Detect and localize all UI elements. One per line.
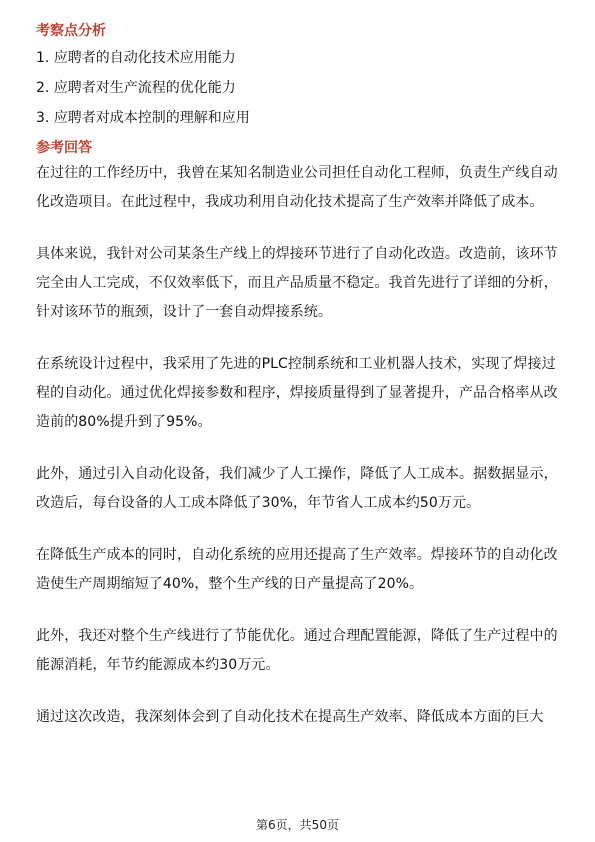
answer-paragraph: 此外，通过引入自动化设备，我们减少了人工操作，降低了人工成本。据数据显示，改造后，每台设备的人工成本降低了30%，年节省人工成本约50万元。 — [36, 466, 558, 511]
document-page — [36, 20, 564, 755]
answer-paragraph: 在过往的工作经历中，我曾在某知名制造业公司担任自动化工程师，负责生产线自动化改造项目。在此过程中，我成功利用自动化技术提高了生产效率并降低了成本。 — [36, 165, 558, 210]
answer-paragraph: 通过这次改造，我深刻体会到了自动化技术在提高生产效率、降低成本方面的巨大 — [36, 709, 544, 725]
page-number: 第6页，共50页 — [256, 818, 339, 832]
answer-paragraph: 在系统设计过程中，我采用了先进的PLC控制系统和工业机器人技术，实现了焊接过程的自动化。通过优化焊接参数和程序，焊接质量得到了显著提升，产品合格率从改造前的80%提升到了95%。 — [36, 356, 558, 430]
answer-paragraph: 此外，我还对整个生产线进行了节能优化。通过合理配置能源，降低了生产过程中的能源消耗，年节约能源成本约30万元。 — [36, 628, 558, 673]
analysis-point: 2. 应聘者对生产流程的优化能力 — [36, 80, 236, 96]
answer-paragraph: 具体来说，我针对公司某条生产线上的焊接环节进行了自动化改造。改造前，该环节完全由人工完成，不仅效率低下，而且产品质量不稳定。我首先进行了详细的分析，针对该环节的瓶颈，设计了一套自动焊接系统。 — [36, 246, 558, 320]
analysis-point: 1. 应聘者的自动化技术应用能力 — [36, 50, 236, 66]
answer-heading: 参考回答 — [36, 140, 92, 156]
analysis-point: 3. 应聘者对成本控制的理解和应用 — [36, 110, 250, 126]
analysis-heading: 考察点分析 — [36, 23, 106, 39]
answer-paragraph: 在降低生产成本的同时，自动化系统的应用还提高了生产效率。焊接环节的自动化改造使生产周期缩短了40%，整个生产线的日产量提高了20%。 — [36, 547, 558, 592]
